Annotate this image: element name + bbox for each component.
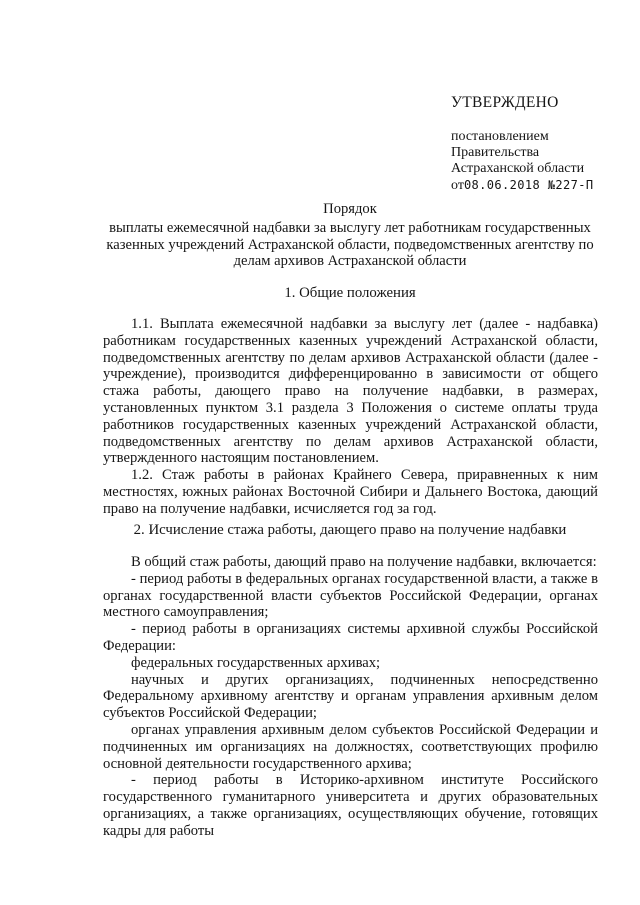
document-title: Порядок xyxy=(323,201,377,217)
document-subtitle: выплаты ежемесячной надбавки за выслугу лет работникам государственных казенных учреждений Астраханской области, подведомственных агентству по делам архивов Астраханской области xyxy=(106,220,594,269)
section-2-heading: 2. Исчисление стажа работы, дающего право на получение надбавки xyxy=(133,522,567,538)
paragraph: 1.1. Выплата ежемесячной надбавки за выслугу лет (далее - надбавка) работникам государственных казенных учреждений Астраханской области, подведомственных агентству по делам архивов Астраханской области (далее - учреждение), производится дифференцированно в зависимости от общего стажа работы, дающего право на получение надбавки, в размерах, установленных пунктом 3.1 раздела 3 Положения о системе оплаты труда работников государственных казенных учреждений Астраханской области, подведомственных агентству по делам архивов Астраханской области, утвержденного настоящим постановлением. xyxy=(103,316,598,467)
list-item: - период работы в Историко-архивном институте Российского государственного гуманитарного университета и других образовательных организациях, а также организациях, осуществляющих обучение, готовящих кадры для работы xyxy=(103,772,598,839)
list-item: органах управления архивным делом субъектов Российской Федерации и подчиненных им организациях на должностях, соответствующих профилю основной деятельности государственного архива; xyxy=(103,721,598,772)
approval-stamp xyxy=(451,94,631,194)
approval-date-line xyxy=(451,177,631,194)
approval-date: 08.06.2018 №227-П xyxy=(463,178,594,192)
approval-line: Правительства xyxy=(451,145,540,160)
list-item: - период работы в организациях системы архивной службы Российской Федерации: xyxy=(103,621,598,654)
approval-heading: УТВЕРЖДЕНО xyxy=(451,94,559,111)
list-item: - период работы в федеральных органах государственной власти, а также в органах государственной власти субъектов Российской Федерации, органах местного самоуправления; xyxy=(103,570,598,621)
paragraph: В общий стаж работы, дающий право на получение надбавки, включается: xyxy=(131,554,597,570)
section-1-heading: 1. Общие положения xyxy=(284,285,416,301)
approval-line: постановлением xyxy=(451,129,549,144)
section-2-body xyxy=(103,554,598,840)
paragraph: 1.2. Стаж работы в районах Крайнего Севера, приравненных к ним местностях, южных районах Восточной Сибири и Дальнего Востока, дающий право на получение надбавки, исчисляется год за год. xyxy=(103,467,598,517)
approval-date-prefix: от xyxy=(451,178,464,193)
list-item: федеральных государственных архивах; xyxy=(131,654,381,671)
list-item: научных и других организациях, подчиненных непосредственно Федеральному архивному агентству и органам управления архивным делом субъектов Российской Федерации; xyxy=(103,671,598,722)
approval-line: Астраханской области xyxy=(451,161,585,176)
section-1-body xyxy=(103,316,598,518)
